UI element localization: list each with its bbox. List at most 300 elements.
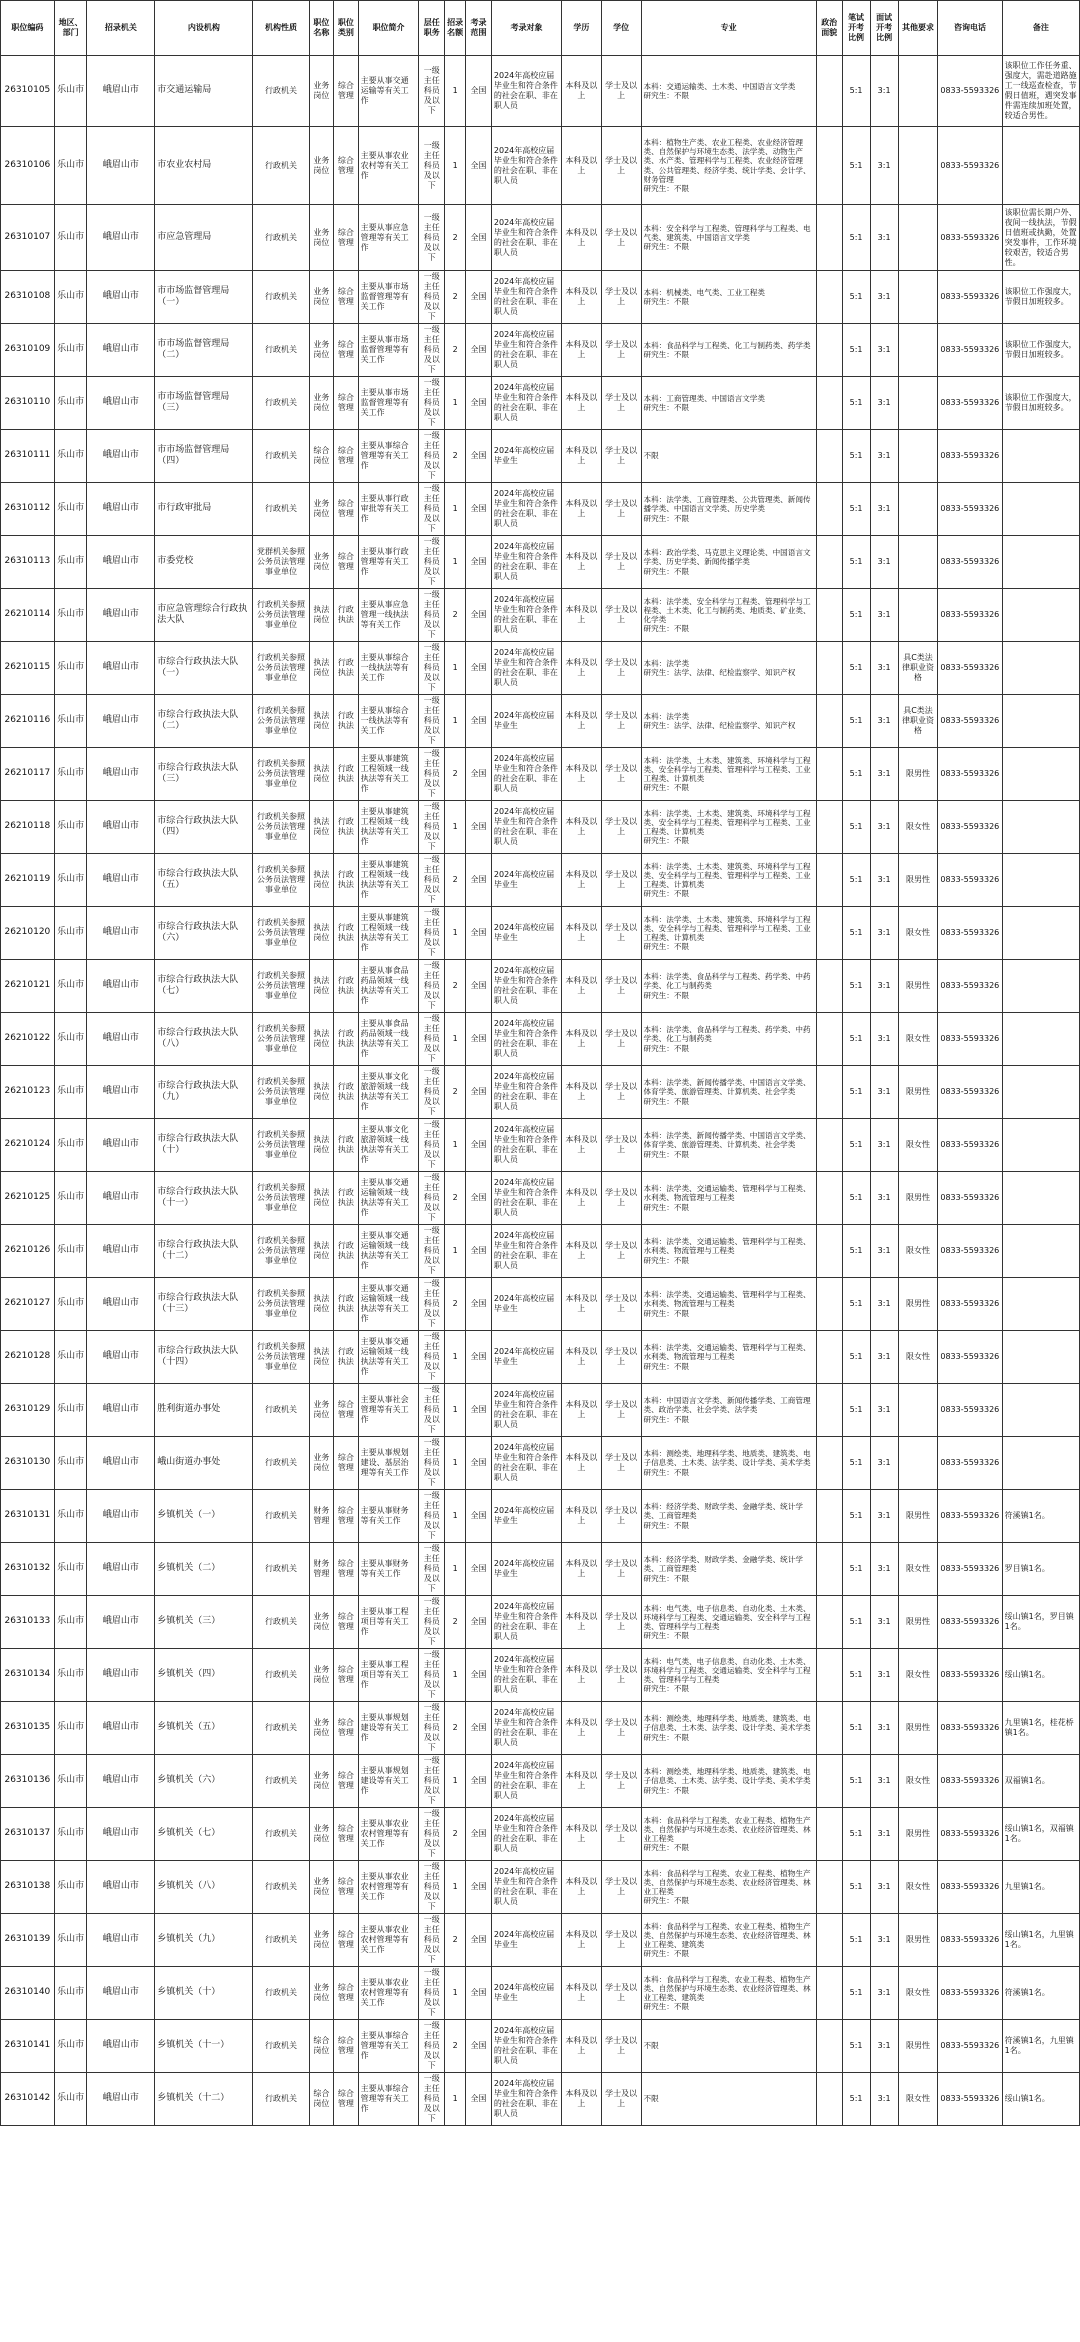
cell-post-intro: 主要从事应急管理一线执法等有关工作 [358, 589, 419, 642]
cell-scope: 全国 [466, 1596, 492, 1649]
cell-interview-ratio: 3:1 [870, 1649, 898, 1702]
cell-written-ratio: 5:1 [842, 56, 870, 127]
cell-scope: 全国 [466, 1755, 492, 1808]
cell-interview-ratio: 3:1 [870, 907, 898, 960]
table-row [1, 1914, 1080, 1967]
cell-department: 市交通运输局 [155, 56, 253, 127]
cell-rank: 一级主任科员及以下 [419, 56, 445, 127]
cell-post-intro: 主要从事交通运输等有关工作 [358, 56, 419, 127]
cell-area: 乐山市 [54, 483, 87, 536]
cell-political-status [816, 748, 842, 801]
cell-org-nature: 行政机关 [253, 1808, 309, 1861]
cell-department: 市行政审批局 [155, 483, 253, 536]
cell-recruiting-org: 峨眉山市 [87, 960, 155, 1013]
cell-position-code: 26310132 [1, 1543, 55, 1596]
cell-political-status [816, 1808, 842, 1861]
cell-political-status [816, 1225, 842, 1278]
cell-other-requirements: 限男性 [898, 1702, 938, 1755]
table-row [1, 801, 1080, 854]
cell-degree: 学士及以上 [601, 1649, 641, 1702]
cell-position-code: 26210120 [1, 907, 55, 960]
table-row [1, 1596, 1080, 1649]
cell-major: 本科：法学类、交通运输类、管理科学与工程类、水利类、物流管理与工程类 研究生：不限 [641, 1172, 816, 1225]
cell-major: 本科：食品科学与工程类、农业工程类、植物生产类、自然保护与环境生态类、农业经济管理类、林业工程类、建筑类 研究生：不限 [641, 1967, 816, 2020]
cell-quota: 1 [445, 907, 466, 960]
cell-major: 本科：法学类、土木类、建筑类、环境科学与工程类、安全科学与工程类、管理科学与工程类、工业工程类、计算机类 研究生：不限 [641, 801, 816, 854]
cell-post-category: 综合管理 [334, 324, 359, 377]
cell-remark: 绥山镇1名，九里镇1名。 [1002, 1914, 1079, 1967]
cell-post-name: 业务岗位 [309, 1808, 334, 1861]
cell-interview-ratio: 3:1 [870, 854, 898, 907]
cell-post-category: 行政执法 [334, 854, 359, 907]
cell-target: 2024年高校应届毕业生 [491, 430, 561, 483]
cell-interview-ratio: 3:1 [870, 1066, 898, 1119]
cell-post-intro: 主要从事市场监督管理等有关工作 [358, 377, 419, 430]
cell-post-intro: 主要从事建筑工程领域一线执法等有关工作 [358, 748, 419, 801]
cell-department: 市应急管理局 [155, 205, 253, 271]
cell-area: 乐山市 [54, 324, 87, 377]
cell-quota: 1 [445, 801, 466, 854]
cell-org-nature: 行政机关参照公务员法管理事业单位 [253, 907, 309, 960]
cell-phone: 0833-5593326 [938, 2073, 1002, 2126]
cell-quota: 1 [445, 1225, 466, 1278]
cell-post-name: 执法岗位 [309, 695, 334, 748]
cell-degree: 学士及以上 [601, 377, 641, 430]
cell-written-ratio: 5:1 [842, 1278, 870, 1331]
cell-remark: 双福镇1名。 [1002, 1755, 1079, 1808]
cell-post-category: 行政执法 [334, 1013, 359, 1066]
cell-post-name: 执法岗位 [309, 854, 334, 907]
table-row [1, 1861, 1080, 1914]
cell-quota: 2 [445, 1808, 466, 1861]
cell-target: 2024年高校应届毕业生和符合条件的社会在职、非在职人员 [491, 1384, 561, 1437]
cell-rank: 一级主任科员及以下 [419, 127, 445, 205]
cell-education: 本科及以上 [562, 1702, 602, 1755]
cell-scope: 全国 [466, 642, 492, 695]
cell-major: 本科：电气类、电子信息类、自动化类、土木类、环境科学与工程类、交通运输类、安全科学与工程类、管理科学与工程类 研究生：不限 [641, 1596, 816, 1649]
cell-post-category: 综合管理 [334, 2073, 359, 2126]
cell-interview-ratio: 3:1 [870, 1225, 898, 1278]
cell-remark: 符溪镇1名。 [1002, 1490, 1079, 1543]
cell-written-ratio: 5:1 [842, 271, 870, 324]
cell-post-name: 业务岗位 [309, 1914, 334, 1967]
cell-education: 本科及以上 [562, 127, 602, 205]
cell-post-category: 综合管理 [334, 1384, 359, 1437]
cell-post-name: 业务岗位 [309, 536, 334, 589]
cell-post-name: 执法岗位 [309, 960, 334, 1013]
cell-post-category: 行政执法 [334, 801, 359, 854]
cell-interview-ratio: 3:1 [870, 1967, 898, 2020]
cell-quota: 1 [445, 377, 466, 430]
cell-post-intro: 主要从事建筑工程领域一线执法等有关工作 [358, 801, 419, 854]
cell-major: 不限 [641, 430, 816, 483]
cell-post-name: 执法岗位 [309, 748, 334, 801]
cell-degree: 学士及以上 [601, 1596, 641, 1649]
cell-department: 乡镇机关（五） [155, 1702, 253, 1755]
cell-post-category: 综合管理 [334, 1437, 359, 1490]
cell-target: 2024年高校应届毕业生和符合条件的社会在职、非在职人员 [491, 960, 561, 1013]
cell-interview-ratio: 3:1 [870, 2020, 898, 2073]
cell-degree: 学士及以上 [601, 1225, 641, 1278]
cell-department: 市市场监督管理局（四） [155, 430, 253, 483]
table-row [1, 483, 1080, 536]
cell-major: 本科：法学类、食品科学与工程类、药学类、中药学类、化工与制药类 研究生：不限 [641, 960, 816, 1013]
cell-recruiting-org: 峨眉山市 [87, 1808, 155, 1861]
cell-degree: 学士及以上 [601, 1543, 641, 1596]
cell-quota: 2 [445, 1702, 466, 1755]
cell-post-name: 执法岗位 [309, 1119, 334, 1172]
cell-position-code: 26310105 [1, 56, 55, 127]
cell-remark: 绥山镇1名。 [1002, 2073, 1079, 2126]
cell-department: 市综合行政执法大队（二） [155, 695, 253, 748]
cell-written-ratio: 5:1 [842, 748, 870, 801]
cell-degree: 学士及以上 [601, 1172, 641, 1225]
cell-political-status [816, 205, 842, 271]
cell-target: 2024年高校应届毕业生和符合条件的社会在职、非在职人员 [491, 642, 561, 695]
cell-education: 本科及以上 [562, 271, 602, 324]
cell-post-intro: 主要从事文化旅游领域一线执法等有关工作 [358, 1066, 419, 1119]
cell-education: 本科及以上 [562, 1543, 602, 1596]
cell-recruiting-org: 峨眉山市 [87, 1172, 155, 1225]
cell-recruiting-org: 峨眉山市 [87, 2020, 155, 2073]
cell-interview-ratio: 3:1 [870, 1914, 898, 1967]
cell-area: 乐山市 [54, 1384, 87, 1437]
cell-org-nature: 行政机关 [253, 1967, 309, 2020]
cell-remark [1002, 1384, 1079, 1437]
cell-rank: 一级主任科员及以下 [419, 589, 445, 642]
cell-education: 本科及以上 [562, 324, 602, 377]
cell-post-category: 综合管理 [334, 483, 359, 536]
cell-target: 2024年高校应届毕业生和符合条件的社会在职、非在职人员 [491, 1119, 561, 1172]
cell-position-code: 26310139 [1, 1914, 55, 1967]
cell-political-status [816, 1119, 842, 1172]
cell-position-code: 26310142 [1, 2073, 55, 2126]
cell-degree: 学士及以上 [601, 483, 641, 536]
cell-scope: 全国 [466, 1172, 492, 1225]
cell-other-requirements [898, 127, 938, 205]
cell-scope: 全国 [466, 1649, 492, 1702]
cell-post-name: 业务岗位 [309, 324, 334, 377]
table-row [1, 1119, 1080, 1172]
cell-department: 乡镇机关（十二） [155, 2073, 253, 2126]
cell-target: 2024年高校应届毕业生和符合条件的社会在职、非在职人员 [491, 205, 561, 271]
cell-post-name: 执法岗位 [309, 1331, 334, 1384]
cell-org-nature: 行政机关参照公务员法管理事业单位 [253, 960, 309, 1013]
cell-target: 2024年高校应届毕业生和符合条件的社会在职、非在职人员 [491, 1755, 561, 1808]
cell-area: 乐山市 [54, 56, 87, 127]
cell-education: 本科及以上 [562, 1914, 602, 1967]
cell-position-code: 26310133 [1, 1596, 55, 1649]
cell-quota: 1 [445, 1119, 466, 1172]
cell-quota: 1 [445, 2073, 466, 2126]
cell-post-intro: 主要从事农业农村管理等有关工作 [358, 1861, 419, 1914]
cell-area: 乐山市 [54, 1702, 87, 1755]
table-row [1, 1013, 1080, 1066]
table-row [1, 1808, 1080, 1861]
cell-remark: 绥山镇1名。 [1002, 1649, 1079, 1702]
cell-written-ratio: 5:1 [842, 1914, 870, 1967]
cell-rank: 一级主任科员及以下 [419, 536, 445, 589]
cell-major: 本科：法学类、交通运输类、管理科学与工程类、水利类、物流管理与工程类 研究生：不限 [641, 1225, 816, 1278]
cell-recruiting-org: 峨眉山市 [87, 801, 155, 854]
cell-post-intro: 主要从事工程项目等有关工作 [358, 1596, 419, 1649]
cell-target: 2024年高校应届毕业生和符合条件的社会在职、非在职人员 [491, 1596, 561, 1649]
cell-scope: 全国 [466, 748, 492, 801]
cell-position-code: 26210128 [1, 1331, 55, 1384]
cell-scope: 全国 [466, 589, 492, 642]
cell-remark [1002, 1013, 1079, 1066]
cell-recruiting-org: 峨眉山市 [87, 1013, 155, 1066]
cell-post-category: 行政执法 [334, 960, 359, 1013]
cell-post-category: 综合管理 [334, 1808, 359, 1861]
table-row [1, 1331, 1080, 1384]
cell-political-status [816, 1649, 842, 1702]
cell-target: 2024年高校应届毕业生和符合条件的社会在职、非在职人员 [491, 1808, 561, 1861]
cell-interview-ratio: 3:1 [870, 1278, 898, 1331]
cell-scope: 全国 [466, 1225, 492, 1278]
cell-recruiting-org: 峨眉山市 [87, 695, 155, 748]
cell-area: 乐山市 [54, 1861, 87, 1914]
cell-post-name: 业务岗位 [309, 1649, 334, 1702]
cell-interview-ratio: 3:1 [870, 642, 898, 695]
cell-department: 峨山街道办事处 [155, 1437, 253, 1490]
cell-scope: 全国 [466, 1490, 492, 1543]
cell-post-name: 业务岗位 [309, 1755, 334, 1808]
cell-political-status [816, 271, 842, 324]
table-row [1, 1649, 1080, 1702]
cell-post-name: 执法岗位 [309, 1225, 334, 1278]
cell-post-intro: 主要从事规划建设、基层治理等有关工作 [358, 1437, 419, 1490]
cell-degree: 学士及以上 [601, 854, 641, 907]
cell-education: 本科及以上 [562, 748, 602, 801]
cell-degree: 学士及以上 [601, 1808, 641, 1861]
cell-post-intro: 主要从事农业农村管理等有关工作 [358, 1914, 419, 1967]
cell-political-status [816, 854, 842, 907]
cell-recruiting-org: 峨眉山市 [87, 1225, 155, 1278]
cell-remark: 该职位工作强度大，节假日加班较多。 [1002, 377, 1079, 430]
cell-degree: 学士及以上 [601, 2020, 641, 2073]
cell-target: 2024年高校应届毕业生和符合条件的社会在职、非在职人员 [491, 1702, 561, 1755]
cell-post-name: 业务岗位 [309, 1861, 334, 1914]
cell-phone: 0833-5593326 [938, 1755, 1002, 1808]
table-row [1, 1755, 1080, 1808]
cell-political-status [816, 642, 842, 695]
cell-phone: 0833-5593326 [938, 695, 1002, 748]
cell-phone: 0833-5593326 [938, 1914, 1002, 1967]
cell-rank: 一级主任科员及以下 [419, 642, 445, 695]
cell-recruiting-org: 峨眉山市 [87, 430, 155, 483]
cell-position-code: 26310138 [1, 1861, 55, 1914]
cell-other-requirements: 限男性 [898, 960, 938, 1013]
cell-recruiting-org: 峨眉山市 [87, 589, 155, 642]
cell-scope: 全国 [466, 271, 492, 324]
cell-interview-ratio: 3:1 [870, 1437, 898, 1490]
cell-rank: 一级主任科员及以下 [419, 271, 445, 324]
cell-scope: 全国 [466, 1861, 492, 1914]
cell-org-nature: 行政机关 [253, 2073, 309, 2126]
cell-post-intro: 主要从事综合管理等有关工作 [358, 2073, 419, 2126]
cell-remark: 该职位工作任务重、强度大，需赴道路施工一线巡查检查，节假日值班，遇突发事件需连续加班处置，较适合男性。 [1002, 56, 1079, 127]
cell-post-intro: 主要从事建筑工程领域一线执法等有关工作 [358, 907, 419, 960]
cell-quota: 1 [445, 1649, 466, 1702]
cell-written-ratio: 5:1 [842, 483, 870, 536]
cell-major: 本科：电气类、电子信息类、自动化类、土木类、环境科学与工程类、交通运输类、安全科学与工程类、管理科学与工程类 研究生：不限 [641, 1649, 816, 1702]
cell-rank: 一级主任科员及以下 [419, 483, 445, 536]
cell-other-requirements [898, 589, 938, 642]
cell-area: 乐山市 [54, 1967, 87, 2020]
cell-quota: 2 [445, 324, 466, 377]
cell-major: 本科：测绘类、地理科学类、地质类、建筑类、电子信息类、土木类、法学类、设计学类、美术学类 研究生：不限 [641, 1755, 816, 1808]
cell-political-status [816, 127, 842, 205]
cell-written-ratio: 5:1 [842, 589, 870, 642]
col-header: 职位编码 [1, 1, 55, 56]
table-row [1, 1384, 1080, 1437]
cell-interview-ratio: 3:1 [870, 801, 898, 854]
cell-political-status [816, 1490, 842, 1543]
cell-post-intro: 主要从事规划建设等有关工作 [358, 1755, 419, 1808]
cell-post-name: 执法岗位 [309, 801, 334, 854]
cell-recruiting-org: 峨眉山市 [87, 1702, 155, 1755]
cell-degree: 学士及以上 [601, 695, 641, 748]
cell-position-code: 26310109 [1, 324, 55, 377]
cell-quota: 2 [445, 960, 466, 1013]
cell-org-nature: 行政机关参照公务员法管理事业单位 [253, 1172, 309, 1225]
cell-post-intro: 主要从事财务等有关工作 [358, 1490, 419, 1543]
cell-department: 市综合行政执法大队（十） [155, 1119, 253, 1172]
cell-scope: 全国 [466, 536, 492, 589]
cell-recruiting-org: 峨眉山市 [87, 1119, 155, 1172]
cell-interview-ratio: 3:1 [870, 1172, 898, 1225]
cell-quota: 1 [445, 1437, 466, 1490]
col-header: 政治面貌 [816, 1, 842, 56]
cell-other-requirements: 限男性 [898, 1596, 938, 1649]
col-header: 笔试开考比例 [842, 1, 870, 56]
cell-other-requirements: 限女性 [898, 1649, 938, 1702]
cell-written-ratio: 5:1 [842, 1490, 870, 1543]
cell-org-nature: 行政机关 [253, 127, 309, 205]
cell-recruiting-org: 峨眉山市 [87, 536, 155, 589]
table-row [1, 2020, 1080, 2073]
cell-interview-ratio: 3:1 [870, 1119, 898, 1172]
cell-recruiting-org: 峨眉山市 [87, 854, 155, 907]
cell-interview-ratio: 3:1 [870, 271, 898, 324]
cell-recruiting-org: 峨眉山市 [87, 1967, 155, 2020]
cell-phone: 0833-5593326 [938, 430, 1002, 483]
cell-education: 本科及以上 [562, 1278, 602, 1331]
cell-degree: 学士及以上 [601, 642, 641, 695]
cell-rank: 一级主任科员及以下 [419, 1490, 445, 1543]
cell-post-intro: 主要从事农业农村管理等有关工作 [358, 1808, 419, 1861]
cell-written-ratio: 5:1 [842, 127, 870, 205]
cell-written-ratio: 5:1 [842, 1225, 870, 1278]
cell-recruiting-org: 峨眉山市 [87, 324, 155, 377]
cell-scope: 全国 [466, 907, 492, 960]
cell-target: 2024年高校应届毕业生和符合条件的社会在职、非在职人员 [491, 483, 561, 536]
cell-phone: 0833-5593326 [938, 1596, 1002, 1649]
cell-phone: 0833-5593326 [938, 1066, 1002, 1119]
cell-position-code: 26310136 [1, 1755, 55, 1808]
cell-area: 乐山市 [54, 695, 87, 748]
cell-interview-ratio: 3:1 [870, 1543, 898, 1596]
cell-rank: 一级主任科员及以下 [419, 748, 445, 801]
cell-interview-ratio: 3:1 [870, 377, 898, 430]
cell-interview-ratio: 3:1 [870, 589, 898, 642]
cell-post-intro: 主要从事文化旅游领域一线执法等有关工作 [358, 1119, 419, 1172]
cell-department: 市综合行政执法大队（一） [155, 642, 253, 695]
cell-phone: 0833-5593326 [938, 1172, 1002, 1225]
cell-post-intro: 主要从事市场监督管理等有关工作 [358, 324, 419, 377]
cell-target: 2024年高校应届毕业生和符合条件的社会在职、非在职人员 [491, 1649, 561, 1702]
cell-department: 市综合行政执法大队（八） [155, 1013, 253, 1066]
cell-phone: 0833-5593326 [938, 1490, 1002, 1543]
cell-position-code: 26310137 [1, 1808, 55, 1861]
cell-degree: 学士及以上 [601, 1702, 641, 1755]
cell-area: 乐山市 [54, 1596, 87, 1649]
table-row [1, 430, 1080, 483]
cell-other-requirements: 限男性 [898, 1808, 938, 1861]
cell-target: 2024年高校应届毕业生和符合条件的社会在职、非在职人员 [491, 589, 561, 642]
cell-rank: 一级主任科员及以下 [419, 1543, 445, 1596]
cell-post-category: 综合管理 [334, 536, 359, 589]
cell-target: 2024年高校应届毕业生 [491, 1543, 561, 1596]
cell-major: 本科：政治学类、马克思主义理论类、中国语言文学类、历史学类、新闻传播学类 研究生：不限 [641, 536, 816, 589]
cell-scope: 全国 [466, 1119, 492, 1172]
cell-post-name: 业务岗位 [309, 127, 334, 205]
cell-post-intro: 主要从事食品药品领域一线执法等有关工作 [358, 1013, 419, 1066]
cell-education: 本科及以上 [562, 695, 602, 748]
cell-target: 2024年高校应届毕业生和符合条件的社会在职、非在职人员 [491, 1225, 561, 1278]
cell-other-requirements [898, 1437, 938, 1490]
cell-post-name: 业务岗位 [309, 271, 334, 324]
table-row [1, 1225, 1080, 1278]
col-header: 考录范围 [466, 1, 492, 56]
cell-post-name: 业务岗位 [309, 483, 334, 536]
table-row [1, 1278, 1080, 1331]
cell-target: 2024年高校应届毕业生和符合条件的社会在职、非在职人员 [491, 2073, 561, 2126]
cell-target: 2024年高校应届毕业生和符合条件的社会在职、非在职人员 [491, 271, 561, 324]
cell-org-nature: 行政机关参照公务员法管理事业单位 [253, 1066, 309, 1119]
cell-area: 乐山市 [54, 801, 87, 854]
cell-rank: 一级主任科员及以下 [419, 377, 445, 430]
cell-quota: 1 [445, 1967, 466, 2020]
cell-org-nature: 行政机关 [253, 1490, 309, 1543]
cell-written-ratio: 5:1 [842, 430, 870, 483]
cell-phone: 0833-5593326 [938, 1861, 1002, 1914]
cell-rank: 一级主任科员及以下 [419, 1967, 445, 2020]
cell-target: 2024年高校应届毕业生 [491, 1490, 561, 1543]
cell-department: 乡镇机关（二） [155, 1543, 253, 1596]
cell-interview-ratio: 3:1 [870, 205, 898, 271]
cell-post-name: 业务岗位 [309, 377, 334, 430]
cell-political-status [816, 960, 842, 1013]
cell-post-name: 执法岗位 [309, 1278, 334, 1331]
cell-post-name: 执法岗位 [309, 589, 334, 642]
cell-post-name: 综合岗位 [309, 2073, 334, 2126]
cell-political-status [816, 430, 842, 483]
cell-post-category: 行政执法 [334, 1066, 359, 1119]
cell-post-name: 业务岗位 [309, 1702, 334, 1755]
cell-other-requirements [898, 483, 938, 536]
cell-scope: 全国 [466, 324, 492, 377]
cell-phone: 0833-5593326 [938, 801, 1002, 854]
cell-department: 乡镇机关（七） [155, 1808, 253, 1861]
cell-post-name: 业务岗位 [309, 1967, 334, 2020]
cell-rank: 一级主任科员及以下 [419, 801, 445, 854]
cell-org-nature: 行政机关参照公务员法管理事业单位 [253, 748, 309, 801]
cell-post-name: 执法岗位 [309, 907, 334, 960]
cell-recruiting-org: 峨眉山市 [87, 483, 155, 536]
cell-quota: 1 [445, 1755, 466, 1808]
